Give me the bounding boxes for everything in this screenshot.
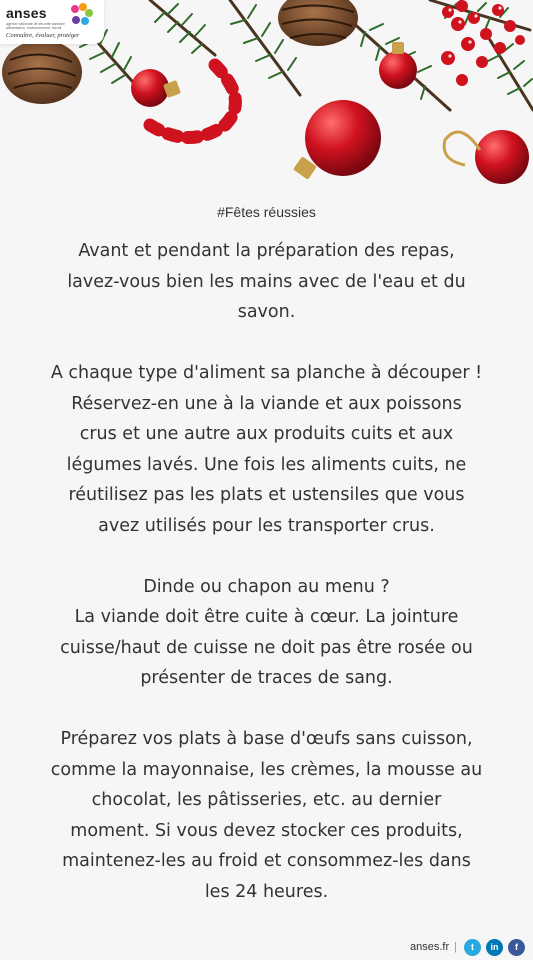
hashtag: #Fêtes réussies — [217, 204, 316, 220]
paragraph-handwashing — [8, 236, 525, 328]
twitter-icon[interactable]: t — [464, 939, 481, 956]
website-link[interactable]: anses.fr — [410, 941, 450, 953]
brand-name: anses — [6, 5, 47, 21]
advice-text — [8, 236, 525, 907]
text-line: comme la mayonnaise, les crèmes, la mousse au — [50, 759, 483, 780]
text-line: légumes lavés. Une fois les aliments cuits, ne — [66, 454, 467, 475]
text-line: maintenez-les au froid et consommez-les dans — [62, 851, 471, 871]
text-line: réutilisez pas les plats et ustensiles que vous — [68, 485, 465, 505]
paragraph-poultry — [8, 572, 525, 694]
linkedin-icon[interactable]: in — [486, 939, 503, 956]
paragraph-cutting-board — [8, 358, 525, 541]
text-line: cuisse/haut de cuisse ne doit pas être rosée ou — [60, 637, 473, 658]
text-line: Préparez vos plats à base d'œufs sans cuisson, — [60, 729, 473, 749]
text-line: A chaque type d'aliment sa planche à découper ! — [50, 363, 483, 383]
brand-tagline: Connaître, évaluer, protéger — [6, 32, 80, 39]
red-berries — [441, 0, 525, 86]
text-line: présenter de traces de sang. — [140, 668, 393, 688]
text-line: La viande doit être cuite à cœur. La jointure — [74, 607, 459, 627]
facebook-icon[interactable]: f — [508, 939, 525, 956]
text-line: chocolat, les pâtisseries, etc. au dernier — [91, 790, 442, 810]
paragraph-raw-eggs — [8, 724, 525, 907]
text-line: Avant et pendant la préparation des repas, — [78, 241, 455, 261]
text-line: moment. Si vous devez stocker ces produits, — [70, 820, 463, 841]
text-line: crus et une autre aux produits cuits et aux — [79, 424, 454, 444]
ornament-balls — [131, 42, 529, 184]
anses-logo[interactable] — [0, 0, 104, 44]
text-line: les 24 heures. — [204, 881, 329, 902]
text-line: avez utilisés pour les transporter crus. — [98, 515, 435, 536]
brand-small-text: agence nationale de sécurité sanitaire alimentation, environnement, travail — [6, 22, 65, 30]
anses-logo-icon — [66, 3, 96, 27]
text-line: Dinde ou chapon au menu ? — [143, 576, 390, 597]
text-line: lavez-vous bien les mains avec de l'eau et du — [67, 271, 466, 292]
footer — [410, 936, 525, 958]
text-line: Réservez-en une à la viande et aux poissons — [71, 393, 462, 414]
footer-separator: | — [454, 941, 457, 953]
text-line: savon. — [237, 302, 296, 322]
